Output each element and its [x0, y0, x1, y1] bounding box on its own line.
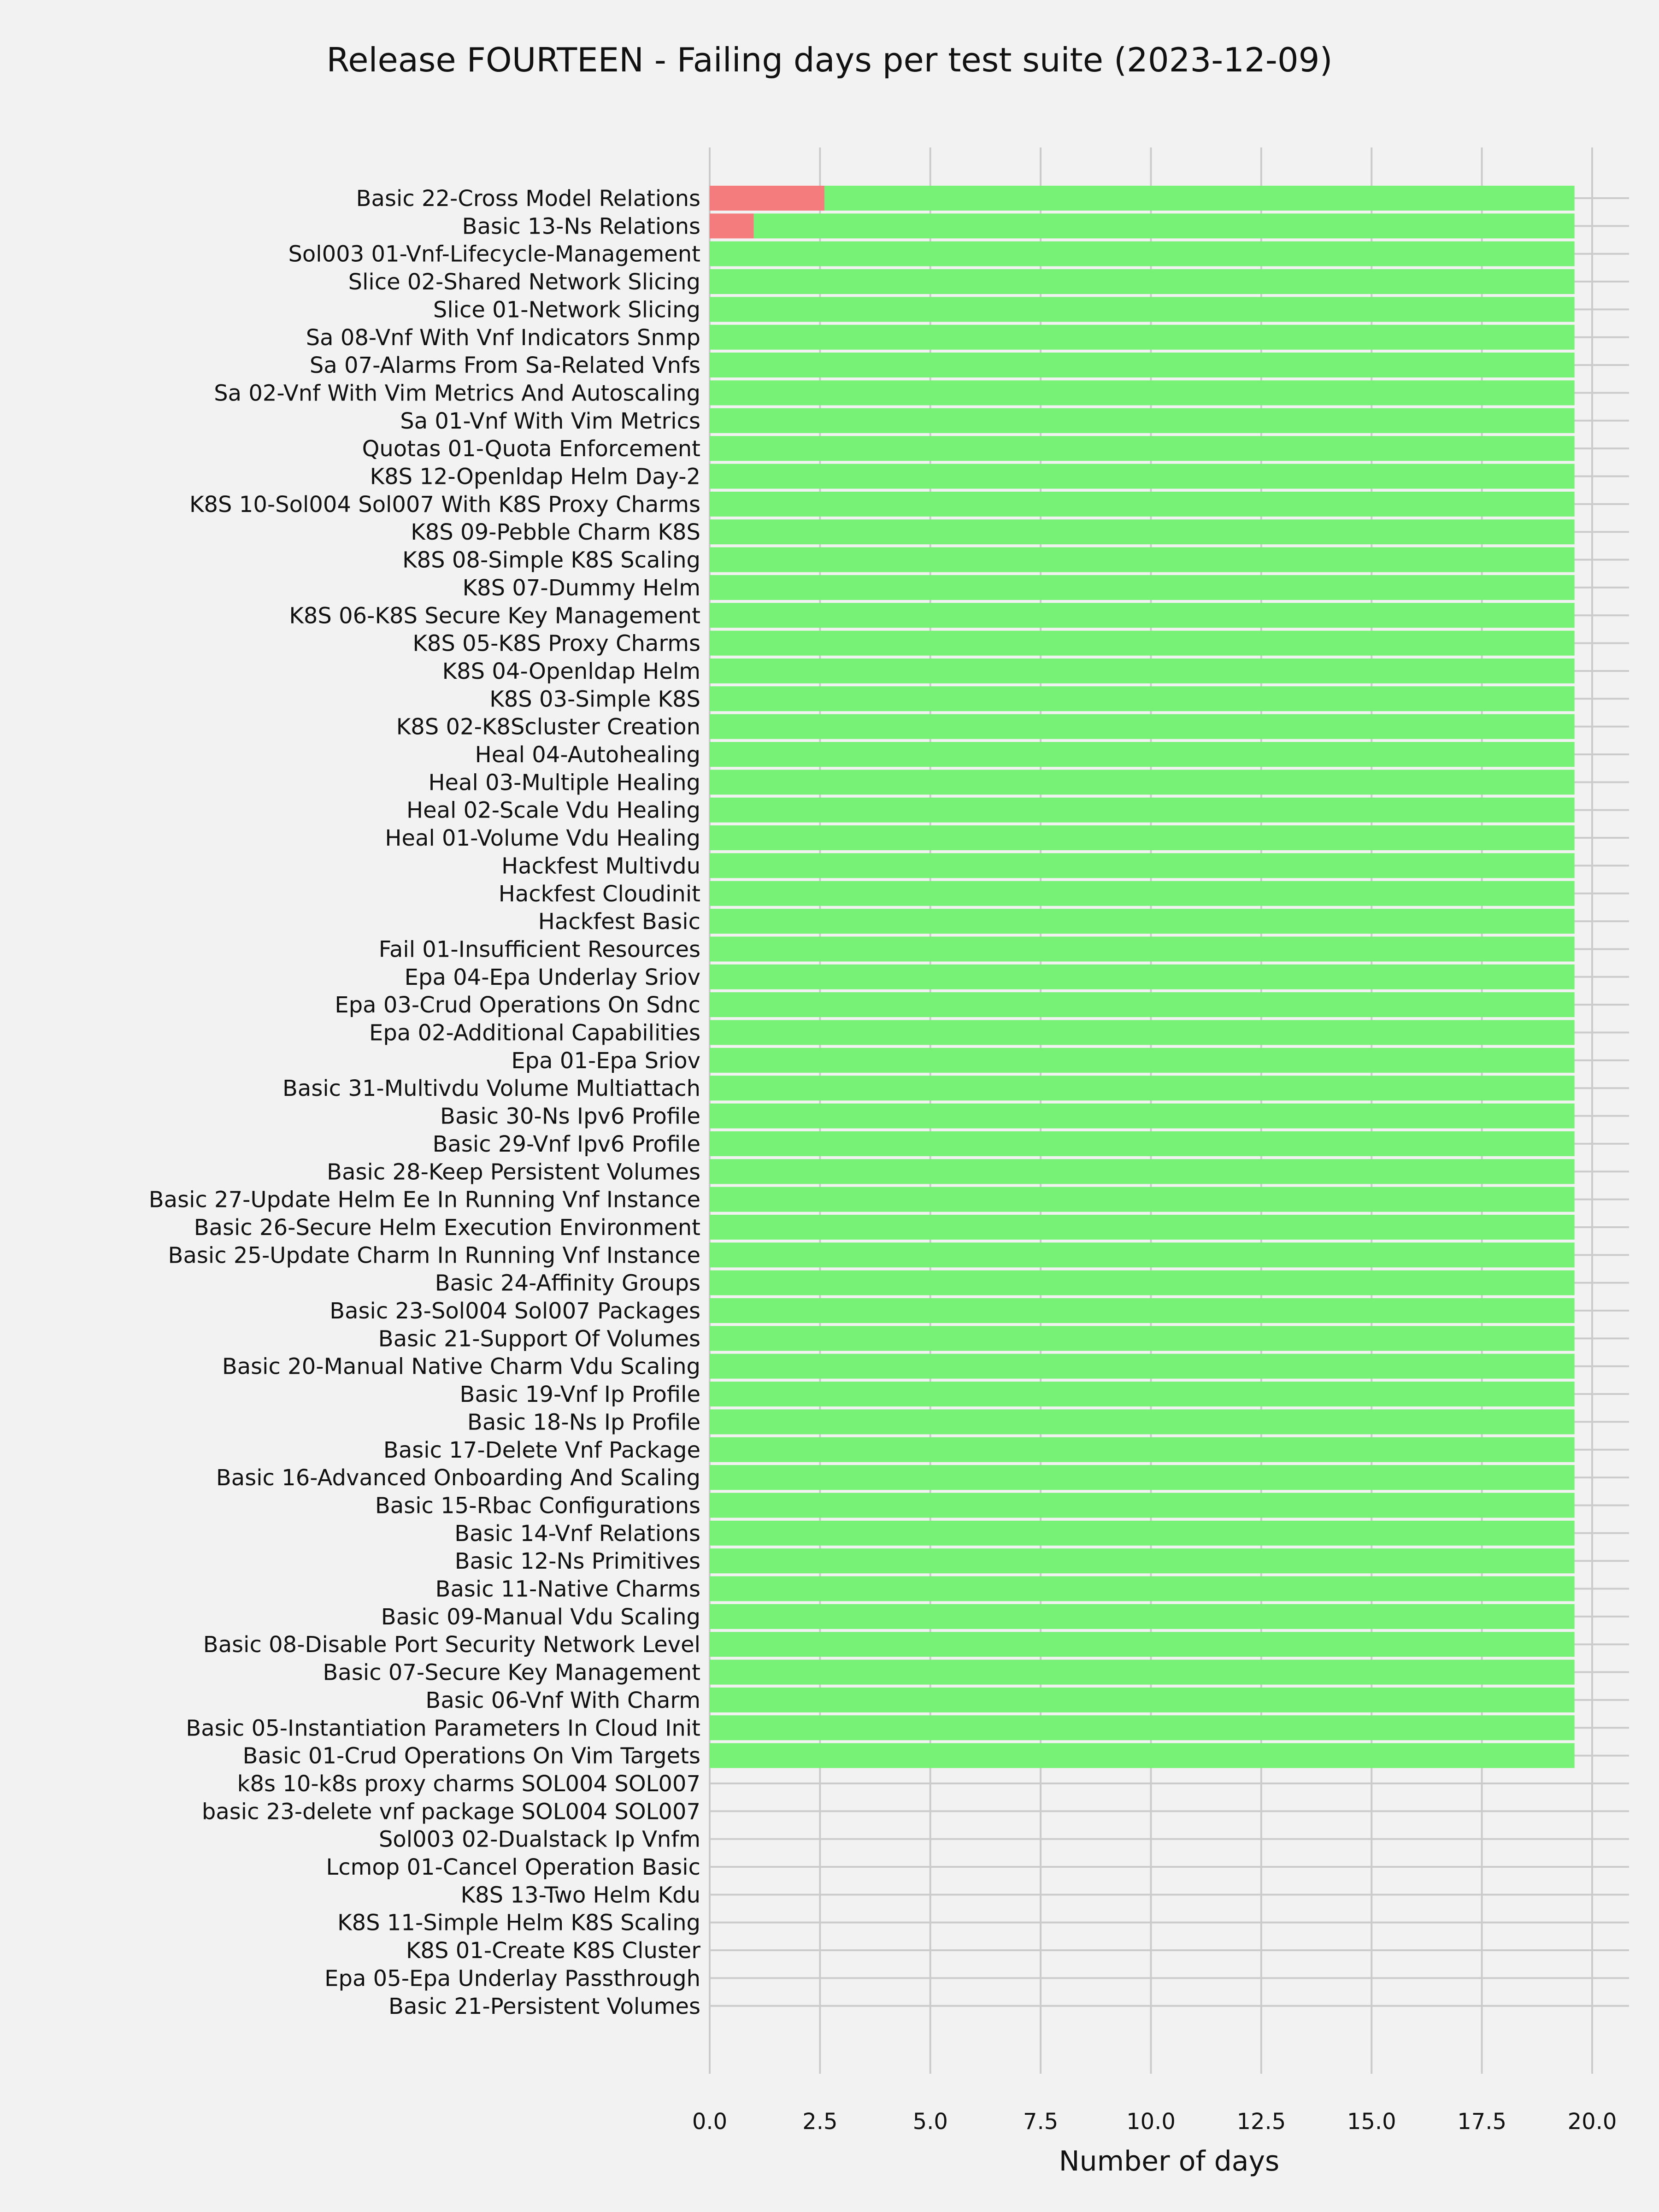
x-tick-label: 20.0: [1567, 2109, 1617, 2135]
bar-passing: [710, 881, 1575, 906]
y-tick-label: Basic 01-Crud Operations On Vim Targets: [242, 1743, 700, 1769]
x-tick-label: 12.5: [1236, 2109, 1286, 2135]
y-tick-label: Basic 14-Vnf Relations: [454, 1520, 700, 1547]
bar-passing: [710, 1242, 1575, 1267]
x-tick-label: 7.5: [1023, 2109, 1059, 2135]
bar-passing: [710, 1104, 1575, 1129]
y-tick-label: basic 23-delete vnf package SOL004 SOL007: [201, 1799, 700, 1825]
bar-passing: [710, 575, 1575, 600]
bar-passing: [710, 770, 1575, 794]
y-tick-label: Slice 01-Network Slicing: [433, 297, 700, 323]
bar-passing: [710, 436, 1575, 461]
bar-passing: [710, 325, 1575, 350]
bar-passing: [710, 1215, 1575, 1240]
bar-passing: [710, 1437, 1575, 1462]
x-axis-tick-labels: [692, 2109, 1617, 2135]
y-tick-label: Hackfest Basic: [538, 909, 700, 935]
y-tick-label: Basic 16-Advanced Onboarding And Scaling: [216, 1465, 700, 1491]
bar-passing: [710, 464, 1575, 489]
bar-passing: [710, 686, 1575, 711]
bar-passing: [710, 1688, 1575, 1712]
y-tick-label: Basic 19-Vnf Ip Profile: [459, 1382, 700, 1408]
y-tick-label: Hackfest Cloudinit: [498, 881, 700, 907]
y-tick-label: K8S 06-K8S Secure Key Management: [289, 603, 700, 629]
bar-passing: [710, 1465, 1575, 1490]
y-tick-label: K8S 05-K8S Proxy Charms: [412, 630, 700, 657]
y-tick-label: K8S 02-K8Scluster Creation: [396, 714, 700, 740]
y-tick-label: Basic 30-Ns Ipv6 Profile: [440, 1103, 700, 1130]
y-tick-label: Basic 08-Disable Port Security Network Level: [203, 1632, 700, 1658]
y-tick-label: Sa 01-Vnf With Vim Metrics: [400, 408, 700, 434]
y-tick-label: Slice 02-Shared Network Slicing: [348, 269, 700, 295]
y-tick-label: K8S 01-Create K8S Cluster: [406, 1938, 700, 1964]
bar-passing: [710, 965, 1575, 989]
y-tick-label: Basic 21-Persistent Volumes: [388, 1993, 700, 2019]
bar-passing: [710, 1326, 1575, 1351]
y-tick-label: Basic 18-Ns Ip Profile: [467, 1409, 700, 1435]
bar-passing: [710, 241, 1575, 266]
y-tick-label: Sa 02-Vnf With Vim Metrics And Autoscaling: [214, 380, 700, 406]
y-tick-label: k8s 10-k8s proxy charms SOL004 SOL007: [237, 1771, 700, 1797]
bar-passing: [824, 186, 1575, 211]
bar-passing: [710, 1577, 1575, 1601]
y-tick-label: K8S 04-Openldap Helm: [442, 658, 700, 684]
bar-passing: [710, 1020, 1575, 1045]
y-tick-label: Basic 17-Delete Vnf Package: [383, 1437, 700, 1463]
y-tick-label: Lcmop 01-Cancel Operation Basic: [326, 1854, 700, 1880]
bars: [710, 186, 1575, 1768]
y-tick-label: Heal 03-Multiple Healing: [428, 770, 700, 796]
bar-passing: [710, 1715, 1575, 1740]
y-tick-label: Sol003 01-Vnf-Lifecycle-Management: [288, 241, 700, 267]
y-tick-label: Basic 15-Rbac Configurations: [375, 1493, 700, 1519]
x-tick-label: 0.0: [692, 2109, 728, 2135]
bar-passing: [710, 1521, 1575, 1546]
bar-passing: [710, 825, 1575, 850]
bar-passing: [710, 1271, 1575, 1295]
y-tick-label: Epa 04-Epa Underlay Sriov: [404, 964, 700, 990]
y-tick-label: K8S 09-Pebble Charm K8S: [411, 519, 700, 546]
y-tick-label: Sol003 02-Dualstack Ip Vnfm: [378, 1826, 700, 1853]
y-tick-label: K8S 10-Sol004 Sol007 With K8S Proxy Charms: [189, 491, 700, 518]
y-tick-label: Epa 05-Epa Underlay Passthrough: [324, 1965, 700, 1992]
bar-passing: [710, 1632, 1575, 1657]
y-axis-tick-labels: [149, 186, 701, 2019]
y-tick-label: Basic 27-Update Helm Ee In Running Vnf Instance: [148, 1187, 700, 1213]
bar-passing: [710, 353, 1575, 377]
bar-passing: [710, 603, 1575, 628]
bar-passing: [710, 547, 1575, 572]
y-tick-label: Basic 22-Cross Model Relations: [356, 186, 700, 212]
y-tick-label: Basic 26-Secure Helm Execution Environment: [194, 1214, 700, 1241]
y-tick-label: Sa 07-Alarms From Sa-Related Vnfs: [309, 353, 700, 379]
bar-passing: [710, 1354, 1575, 1379]
bar-passing: [710, 909, 1575, 934]
bar-passing: [710, 1076, 1575, 1100]
bar-passing: [710, 1187, 1575, 1212]
y-tick-label: K8S 07-Dummy Helm: [462, 575, 700, 601]
bar-passing: [710, 1604, 1575, 1629]
bar-passing: [710, 936, 1575, 961]
y-tick-label: Heal 01-Volume Vdu Healing: [385, 825, 700, 852]
y-tick-label: Heal 04-Autohealing: [475, 742, 700, 768]
bar-passing: [710, 408, 1575, 433]
y-tick-label: K8S 13-Two Helm Kdu: [460, 1882, 700, 1908]
bar-passing: [710, 1743, 1575, 1768]
y-tick-label: Basic 13-Ns Relations: [462, 213, 700, 240]
bar-passing: [710, 269, 1575, 294]
y-tick-label: Basic 24-Affinity Groups: [435, 1270, 700, 1296]
bar-passing: [754, 213, 1575, 238]
y-tick-label: Basic 29-Vnf Ipv6 Profile: [432, 1131, 700, 1157]
bar-passing: [710, 380, 1575, 405]
bar-passing: [710, 853, 1575, 878]
y-tick-label: Quotas 01-Quota Enforcement: [362, 436, 700, 462]
y-tick-label: Basic 25-Update Charm In Running Vnf Instance: [168, 1242, 700, 1269]
y-tick-label: Basic 28-Keep Persistent Volumes: [327, 1159, 700, 1185]
bar-passing: [710, 1409, 1575, 1434]
chart-title: Release FOURTEEN - Failing days per test suite (2023-12-09): [326, 41, 1333, 79]
bar-passing: [710, 519, 1575, 544]
bar-failing: [710, 213, 754, 238]
y-tick-label: Basic 23-Sol004 Sol007 Packages: [329, 1298, 700, 1324]
bar-passing: [710, 798, 1575, 823]
bar-passing: [710, 992, 1575, 1017]
y-tick-label: Basic 20-Manual Native Charm Vdu Scaling: [222, 1353, 700, 1380]
x-axis-label: Number of days: [1059, 2145, 1280, 2177]
y-tick-label: Epa 03-Crud Operations On Sdnc: [335, 992, 700, 1018]
y-tick-label: Basic 07-Secure Key Management: [323, 1659, 700, 1686]
y-tick-label: K8S 03-Simple K8S: [489, 686, 700, 712]
bar-passing: [710, 1131, 1575, 1156]
x-tick-label: 5.0: [912, 2109, 948, 2135]
y-tick-label: Basic 12-Ns Primitives: [454, 1548, 700, 1575]
bar-passing: [710, 1382, 1575, 1406]
bar-passing: [710, 492, 1575, 517]
bar-passing: [710, 1660, 1575, 1685]
y-tick-label: K8S 08-Simple K8S Scaling: [402, 547, 700, 573]
y-tick-label: Basic 11-Native Charms: [435, 1576, 700, 1602]
y-tick-label: Basic 09-Manual Vdu Scaling: [381, 1604, 700, 1630]
bar-passing: [710, 1048, 1575, 1073]
bar-passing: [710, 1493, 1575, 1518]
y-tick-label: Basic 21-Support Of Volumes: [378, 1326, 700, 1352]
y-tick-label: K8S 12-Openldap Helm Day-2: [370, 464, 700, 490]
bar-passing: [710, 1298, 1575, 1323]
y-tick-label: Basic 06-Vnf With Charm: [425, 1687, 700, 1713]
bar-passing: [710, 659, 1575, 683]
y-tick-label: Sa 08-Vnf With Vnf Indicators Snmp: [306, 324, 700, 351]
bar-passing: [710, 631, 1575, 656]
bar-passing: [710, 1548, 1575, 1573]
x-tick-label: 17.5: [1457, 2109, 1507, 2135]
y-tick-label: Fail 01-Insufficient Resources: [378, 936, 700, 963]
y-tick-label: Basic 31-Multivdu Volume Multiattach: [282, 1076, 700, 1102]
bar-failing: [710, 186, 824, 211]
y-tick-label: Basic 05-Instantiation Parameters In Cloud Init: [186, 1715, 700, 1741]
bar-passing: [710, 1159, 1575, 1184]
bar-passing: [710, 714, 1575, 739]
y-tick-label: K8S 11-Simple Helm K8S Scaling: [337, 1910, 700, 1936]
x-tick-label: 10.0: [1126, 2109, 1176, 2135]
y-tick-label: Heal 02-Scale Vdu Healing: [406, 797, 700, 824]
y-tick-label: Hackfest Multivdu: [501, 853, 700, 879]
bar-passing: [710, 297, 1575, 322]
x-tick-label: 15.0: [1347, 2109, 1396, 2135]
bar-passing: [710, 742, 1575, 767]
y-tick-label: Epa 01-Epa Sriov: [511, 1047, 700, 1074]
x-tick-label: 2.5: [802, 2109, 838, 2135]
y-tick-label: Epa 02-Additional Capabilities: [369, 1020, 700, 1046]
